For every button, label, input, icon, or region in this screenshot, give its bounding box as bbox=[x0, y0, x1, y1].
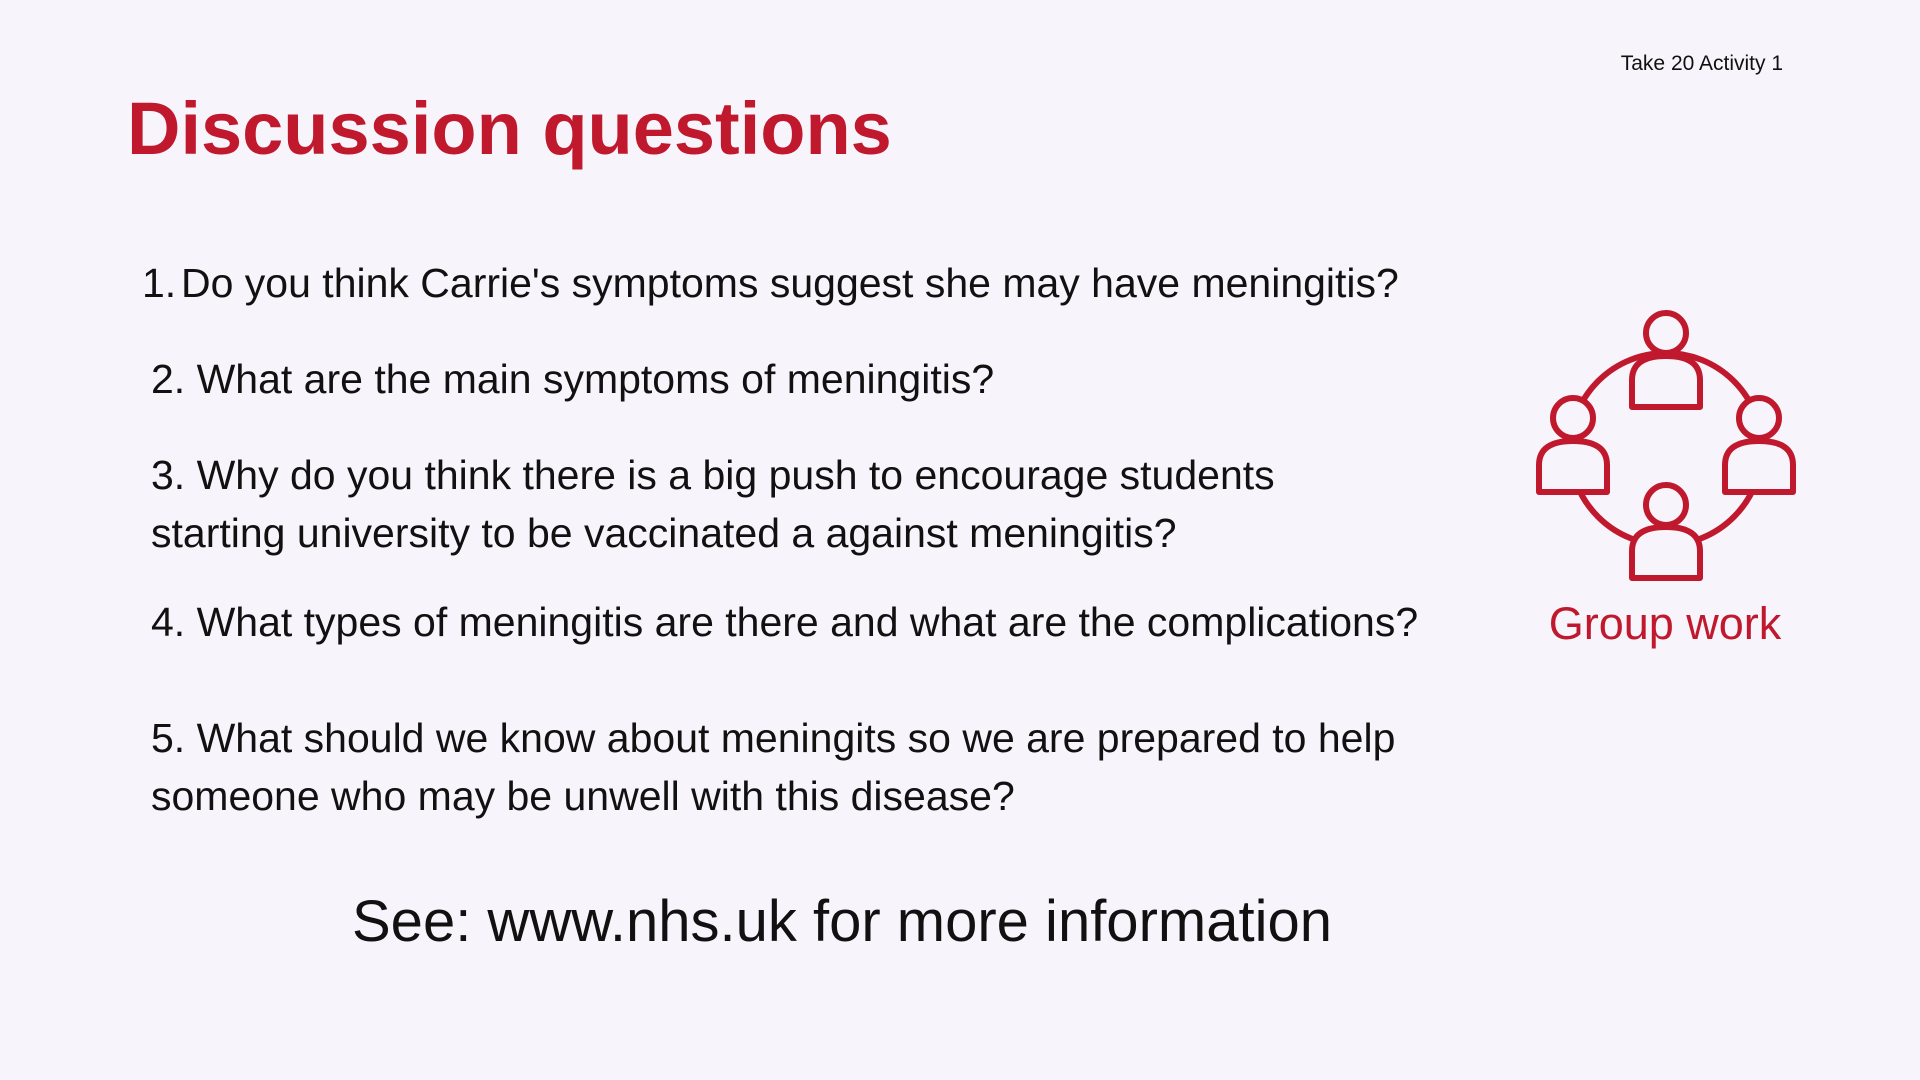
question-3: 3. Why do you think there is a big push to encourage students starting university to be vaccinated a against meningitis? bbox=[151, 452, 1275, 556]
question-2: 2. What are the main symptoms of meningitis? bbox=[151, 356, 995, 402]
question-5: 5. What should we know about meningits so we are prepared to help someone who may be unwell with this disease? bbox=[151, 715, 1396, 819]
see-more-text: See: www.nhs.uk for more information bbox=[352, 889, 1332, 954]
page-title: Discussion questions bbox=[127, 87, 892, 170]
question-4: 4. What types of meningitis are there and what are the complications? bbox=[151, 599, 1419, 645]
group-work-label: Group work bbox=[1548, 598, 1782, 649]
question-1-text: Do you think Carrie's symptoms suggest she may have meningitis? bbox=[181, 260, 1399, 306]
group-work-icon bbox=[1530, 308, 1800, 584]
question-1 bbox=[142, 254, 1472, 312]
activity-label: Take 20 Activity 1 bbox=[1620, 52, 1783, 75]
question-1-number: 1. bbox=[142, 260, 177, 306]
